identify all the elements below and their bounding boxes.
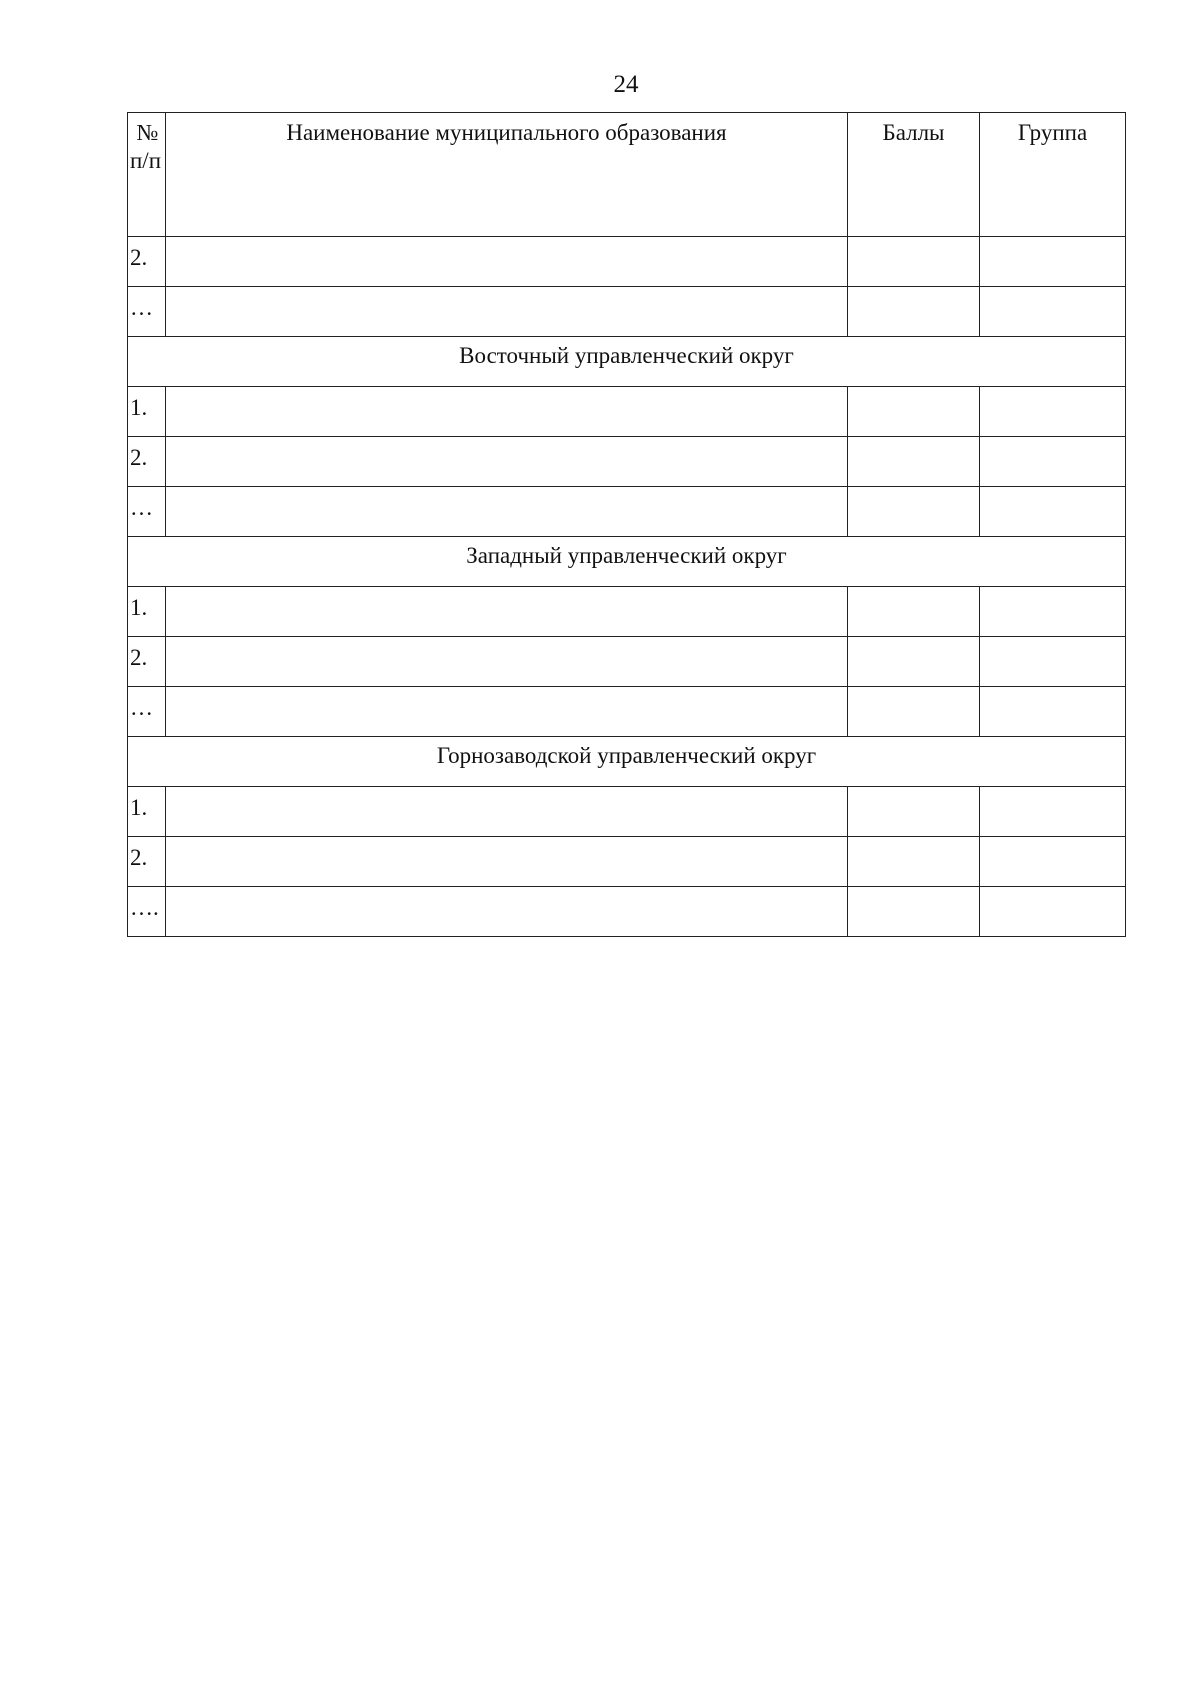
row-number: 2. — [128, 237, 166, 287]
section-row-west — [128, 537, 1126, 587]
group-cell — [980, 487, 1126, 537]
name-cell — [166, 587, 848, 637]
table-row — [128, 637, 1126, 687]
table-row — [128, 237, 1126, 287]
group-cell — [980, 687, 1126, 737]
table-row — [128, 787, 1126, 837]
score-cell — [848, 637, 980, 687]
score-cell — [848, 687, 980, 737]
municipality-table — [127, 112, 1126, 937]
table-row — [128, 487, 1126, 537]
score-cell — [848, 887, 980, 937]
page-number: 24 — [613, 71, 639, 98]
name-cell — [166, 687, 848, 737]
header-group: Группа — [980, 113, 1126, 237]
table-header-row — [128, 113, 1126, 237]
header-number-symbol: № — [136, 120, 159, 145]
score-cell — [848, 237, 980, 287]
group-cell — [980, 837, 1126, 887]
score-cell — [848, 787, 980, 837]
table-row — [128, 887, 1126, 937]
score-cell — [848, 487, 980, 537]
header-number — [128, 113, 166, 237]
header-number-pp: п/п — [130, 148, 162, 173]
name-cell — [166, 237, 848, 287]
name-cell — [166, 837, 848, 887]
row-number: 1. — [128, 387, 166, 437]
group-cell — [980, 287, 1126, 337]
row-number: 2. — [128, 837, 166, 887]
header-score: Баллы — [848, 113, 980, 237]
name-cell — [166, 287, 848, 337]
row-number: …. — [128, 887, 166, 937]
section-title: Западный управленческий округ — [128, 537, 1126, 587]
row-number: 2. — [128, 437, 166, 487]
row-number: … — [128, 487, 166, 537]
row-number: … — [128, 287, 166, 337]
score-cell — [848, 287, 980, 337]
section-title: Восточный управленческий округ — [128, 337, 1126, 387]
row-number: 2. — [128, 637, 166, 687]
name-cell — [166, 487, 848, 537]
name-cell — [166, 387, 848, 437]
group-cell — [980, 887, 1126, 937]
table-row — [128, 437, 1126, 487]
header-name: Наименование муниципального образования — [166, 113, 848, 237]
table-row — [128, 587, 1126, 637]
group-cell — [980, 587, 1126, 637]
score-cell — [848, 837, 980, 887]
section-row-mining — [128, 737, 1126, 787]
row-number: 1. — [128, 787, 166, 837]
name-cell — [166, 637, 848, 687]
table-row — [128, 287, 1126, 337]
score-cell — [848, 587, 980, 637]
name-cell — [166, 787, 848, 837]
row-number: 1. — [128, 587, 166, 637]
table-row — [128, 387, 1126, 437]
score-cell — [848, 437, 980, 487]
table-row — [128, 687, 1126, 737]
group-cell — [980, 637, 1126, 687]
name-cell — [166, 437, 848, 487]
group-cell — [980, 787, 1126, 837]
section-title: Горнозаводской управленческий округ — [128, 737, 1126, 787]
group-cell — [980, 437, 1126, 487]
table-row — [128, 837, 1126, 887]
name-cell — [166, 887, 848, 937]
section-row-east — [128, 337, 1126, 387]
score-cell — [848, 387, 980, 437]
row-number: … — [128, 687, 166, 737]
group-cell — [980, 387, 1126, 437]
group-cell — [980, 237, 1126, 287]
